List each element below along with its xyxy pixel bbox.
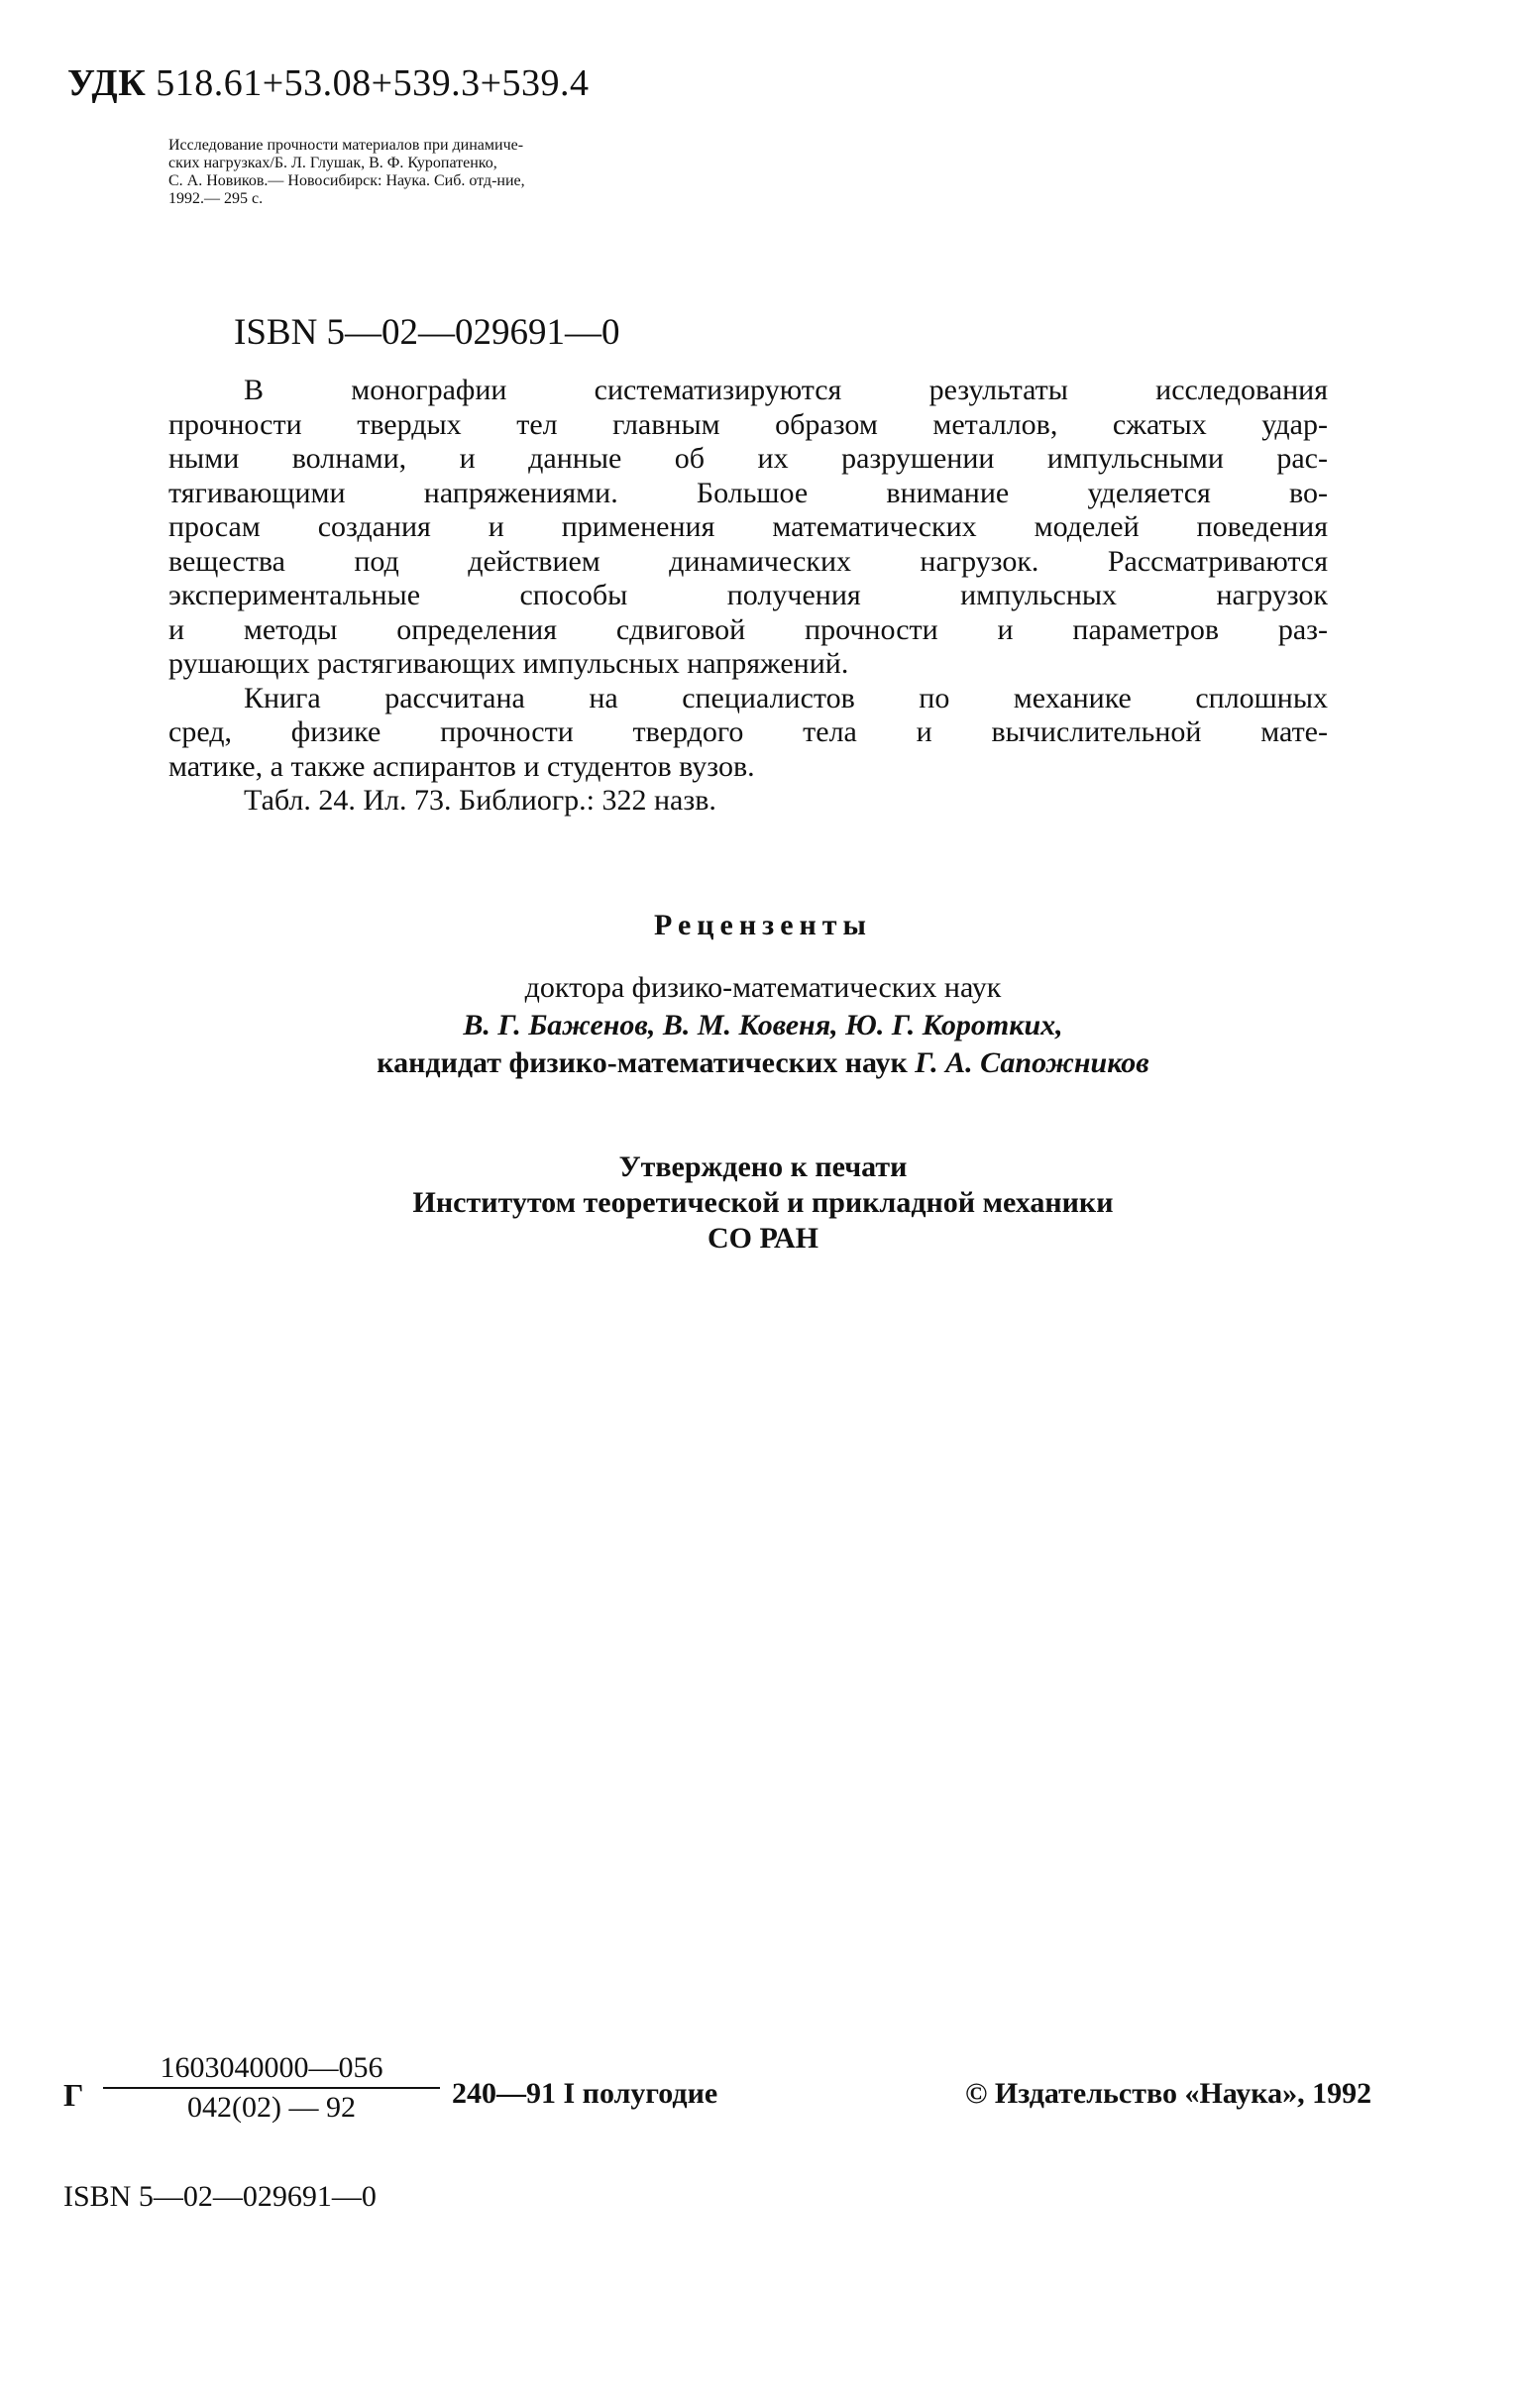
approval-line-2: Институтом теоретической и прикладной механики (412, 1186, 1114, 1219)
udk-classification (67, 61, 590, 105)
edition-numerator: 1603040000—056 (103, 2051, 440, 2089)
abstract-line: вещества под действием динамических нагрузок. Рассматриваются (168, 544, 1328, 578)
reviewers-candidate-title: кандидат физико-математических наук (377, 1046, 908, 1079)
approval-block (198, 1149, 1328, 1257)
abstract-line: сред, физике прочности твердого тела и вычислительной мате- (168, 715, 1328, 748)
bibref-line: ских нагрузках/Б. Л. Глушак, В. Ф. Куропатенко, (168, 155, 497, 171)
edition-letter: Г (63, 2077, 84, 2113)
bibref-line: С. А. Новиков.— Новосибирск: Наука. Сиб. отд-ние, (168, 172, 525, 189)
udk-label: УДК (67, 62, 147, 104)
abstract-line: ными волнами, и данные об их разрушении импульсными рас- (168, 442, 1328, 475)
abstract-line: прочности твердых тел главным образом металлов, сжатых удар- (168, 407, 1328, 441)
abstract-line: просам создания и применения математических моделей поведения (168, 510, 1328, 543)
abstract-line: экспериментальные способы получения импульсных нагрузок (168, 579, 1328, 611)
bibref-line: 1992.— 295 с. (168, 190, 264, 207)
bibliographic-reference (168, 137, 1328, 208)
abstract-line: Книга рассчитана на специалистов по механике сплошных (244, 681, 1328, 714)
reviewers-heading: Рецензенты (654, 909, 872, 941)
abstract-line: рушающих растягивающих импульсных напряжений. (168, 647, 849, 680)
reviewers-block (198, 969, 1328, 1082)
reviewers-doctors-names: В. Г. Баженов, В. М. Ковеня, Ю. Г. Коротких, (463, 1009, 1063, 1041)
isbn-top: ISBN 5—02—029691—0 (234, 312, 620, 353)
udk-codes: 518.61+53.08+539.3+539.4 (156, 62, 590, 104)
abstract-line: тягивающими напряжениями. Большое внимание уделяется во- (168, 476, 1328, 509)
isbn-bottom: ISBN 5—02—029691—0 (63, 2180, 377, 2213)
approval-line-1: Утверждено к печати (618, 1150, 908, 1183)
reviewers-candidate-name: Г. А. Сапожников (915, 1046, 1149, 1079)
bibref-line: Исследование прочности материалов при динамиче- (168, 137, 524, 154)
copyright-notice: © Издательство «Наука», 1992 (965, 2077, 1372, 2110)
reviewers-candidate (198, 1044, 1328, 1082)
edition-info (63, 2051, 1451, 2131)
edition-code-fraction (103, 2051, 440, 2125)
approval-line-3: СО РАН (708, 1222, 818, 1255)
abstract (168, 374, 1328, 819)
edition-denominator: 042(02) — 92 (187, 2091, 356, 2124)
edition-plan: 240—91 I полугодие (452, 2077, 718, 2110)
abstract-line: матике, а также аспирантов и студентов вузов. (168, 749, 755, 783)
reviewers-doctors-title: доктора физико-математических наук (524, 971, 1002, 1004)
abstract-line: В монографии систематизируются результаты исследования (244, 374, 1328, 406)
abstract-stats: Табл. 24. Ил. 73. Библиогр.: 322 назв. (244, 784, 716, 817)
abstract-line: и методы определения сдвиговой прочности и параметров раз- (168, 612, 1328, 646)
